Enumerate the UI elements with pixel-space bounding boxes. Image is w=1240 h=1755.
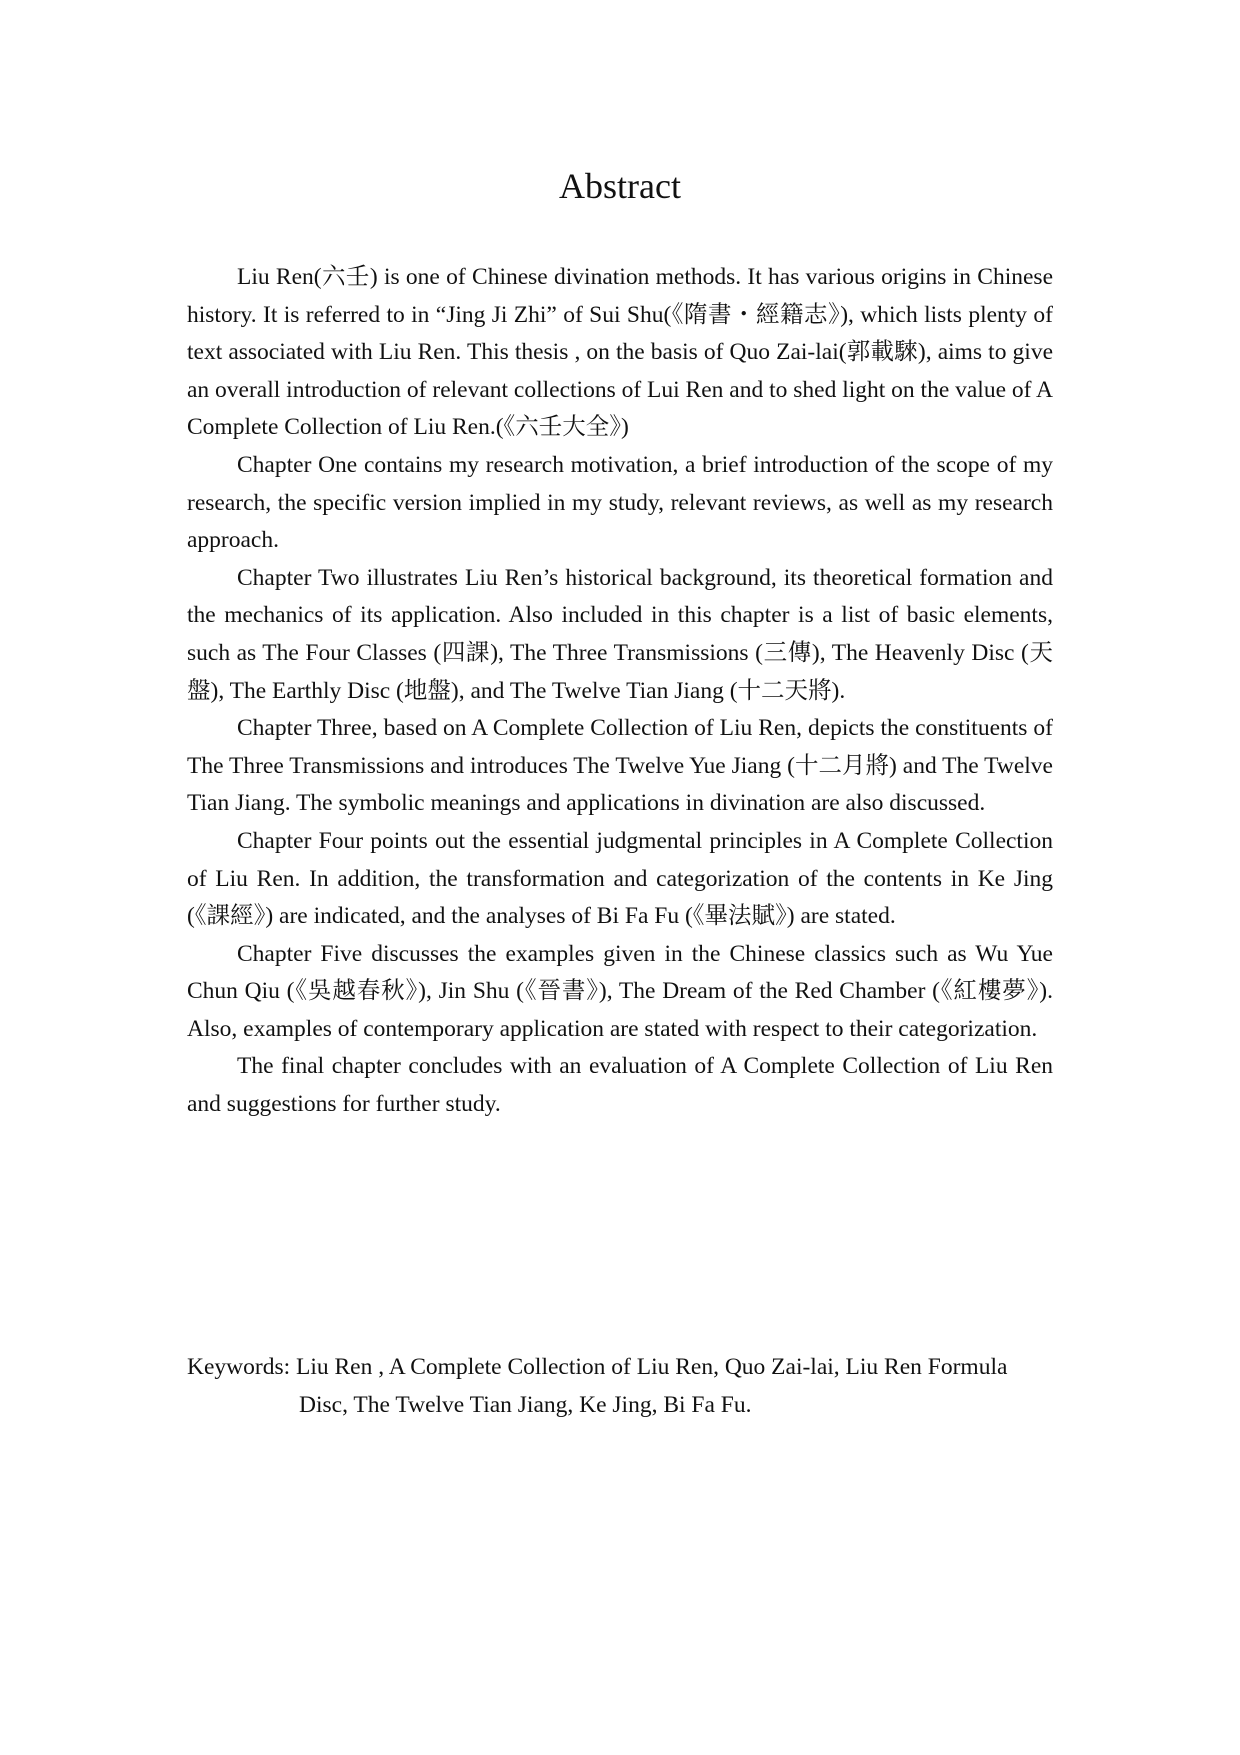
paragraph-introduction: Liu Ren(六壬) is one of Chinese divination methods. It has various origins in Chinese history. It is referred to in “Jing Ji Zhi” of Sui Shu(《隋書・經籍志》), which lists plenty of text associated with Liu Ren. This thesis , on the basis of Quo Zai-lai(郭載騋), aims to give an overall introduction of relevant collections of Lui Ren and to shed light on the value of A Complete Collection of Liu Ren.(《六壬大全》) <box>187 264 1054 441</box>
paragraph-chapter-one: Chapter One contains my research motivation, a brief introduction of the scope of my research, the specific version implied in my study, relevant reviews, as well as my research approach. <box>187 451 1053 554</box>
keywords: Keywords: Liu Ren , A Complete Collection of Liu Ren, Quo Zai-lai, Liu Ren Formula Disc, The Twelve Tian Jiang, Ke Jing, Bi Fa Fu. <box>187 1354 1008 1418</box>
paragraph-chapter-two: Chapter Two illustrates Liu Ren’s historical background, its theoretical formation and the mechanics of its application. Also included in this chapter is a list of basic elements, such as The Four Classes (四課), The Three Transmissions (三傳), The Heavenly Disc (天盤), The Earthly Disc (地盤), and The Twelve Tian Jiang (十二天將). <box>187 564 1053 704</box>
abstract-body <box>187 259 1053 1124</box>
paragraph-chapter-three: Chapter Three, based on A Complete Collection of Liu Ren, depicts the constituents of The Three Transmissions and introduces The Twelve Yue Jiang (十二月將) and The Twelve Tian Jiang. The symbolic meanings and applications in divination are also discussed. <box>187 715 1053 817</box>
paragraph-chapter-four: Chapter Four points out the essential judgmental principles in A Complete Collection of Liu Ren. In addition, the transformation and categorization of the contents in Ke Jing (《課經》) are indicated, and the analyses of Bi Fa Fu (《畢法賦》) are stated. <box>187 827 1053 930</box>
paragraph-final-chapter: The final chapter concludes with an evaluation of A Complete Collection of Liu Ren and suggestions for further study. <box>187 1053 1053 1118</box>
page-title: Abstract <box>559 166 681 206</box>
paragraph-chapter-five: Chapter Five discusses the examples given in the Chinese classics such as Wu Yue Chun Qiu (《吳越春秋》), Jin Shu (《晉書》), The Dream of the Red Chamber (《紅樓夢》). Also, examples of contemporary application are stated with respect to their categorization. <box>187 940 1053 1042</box>
